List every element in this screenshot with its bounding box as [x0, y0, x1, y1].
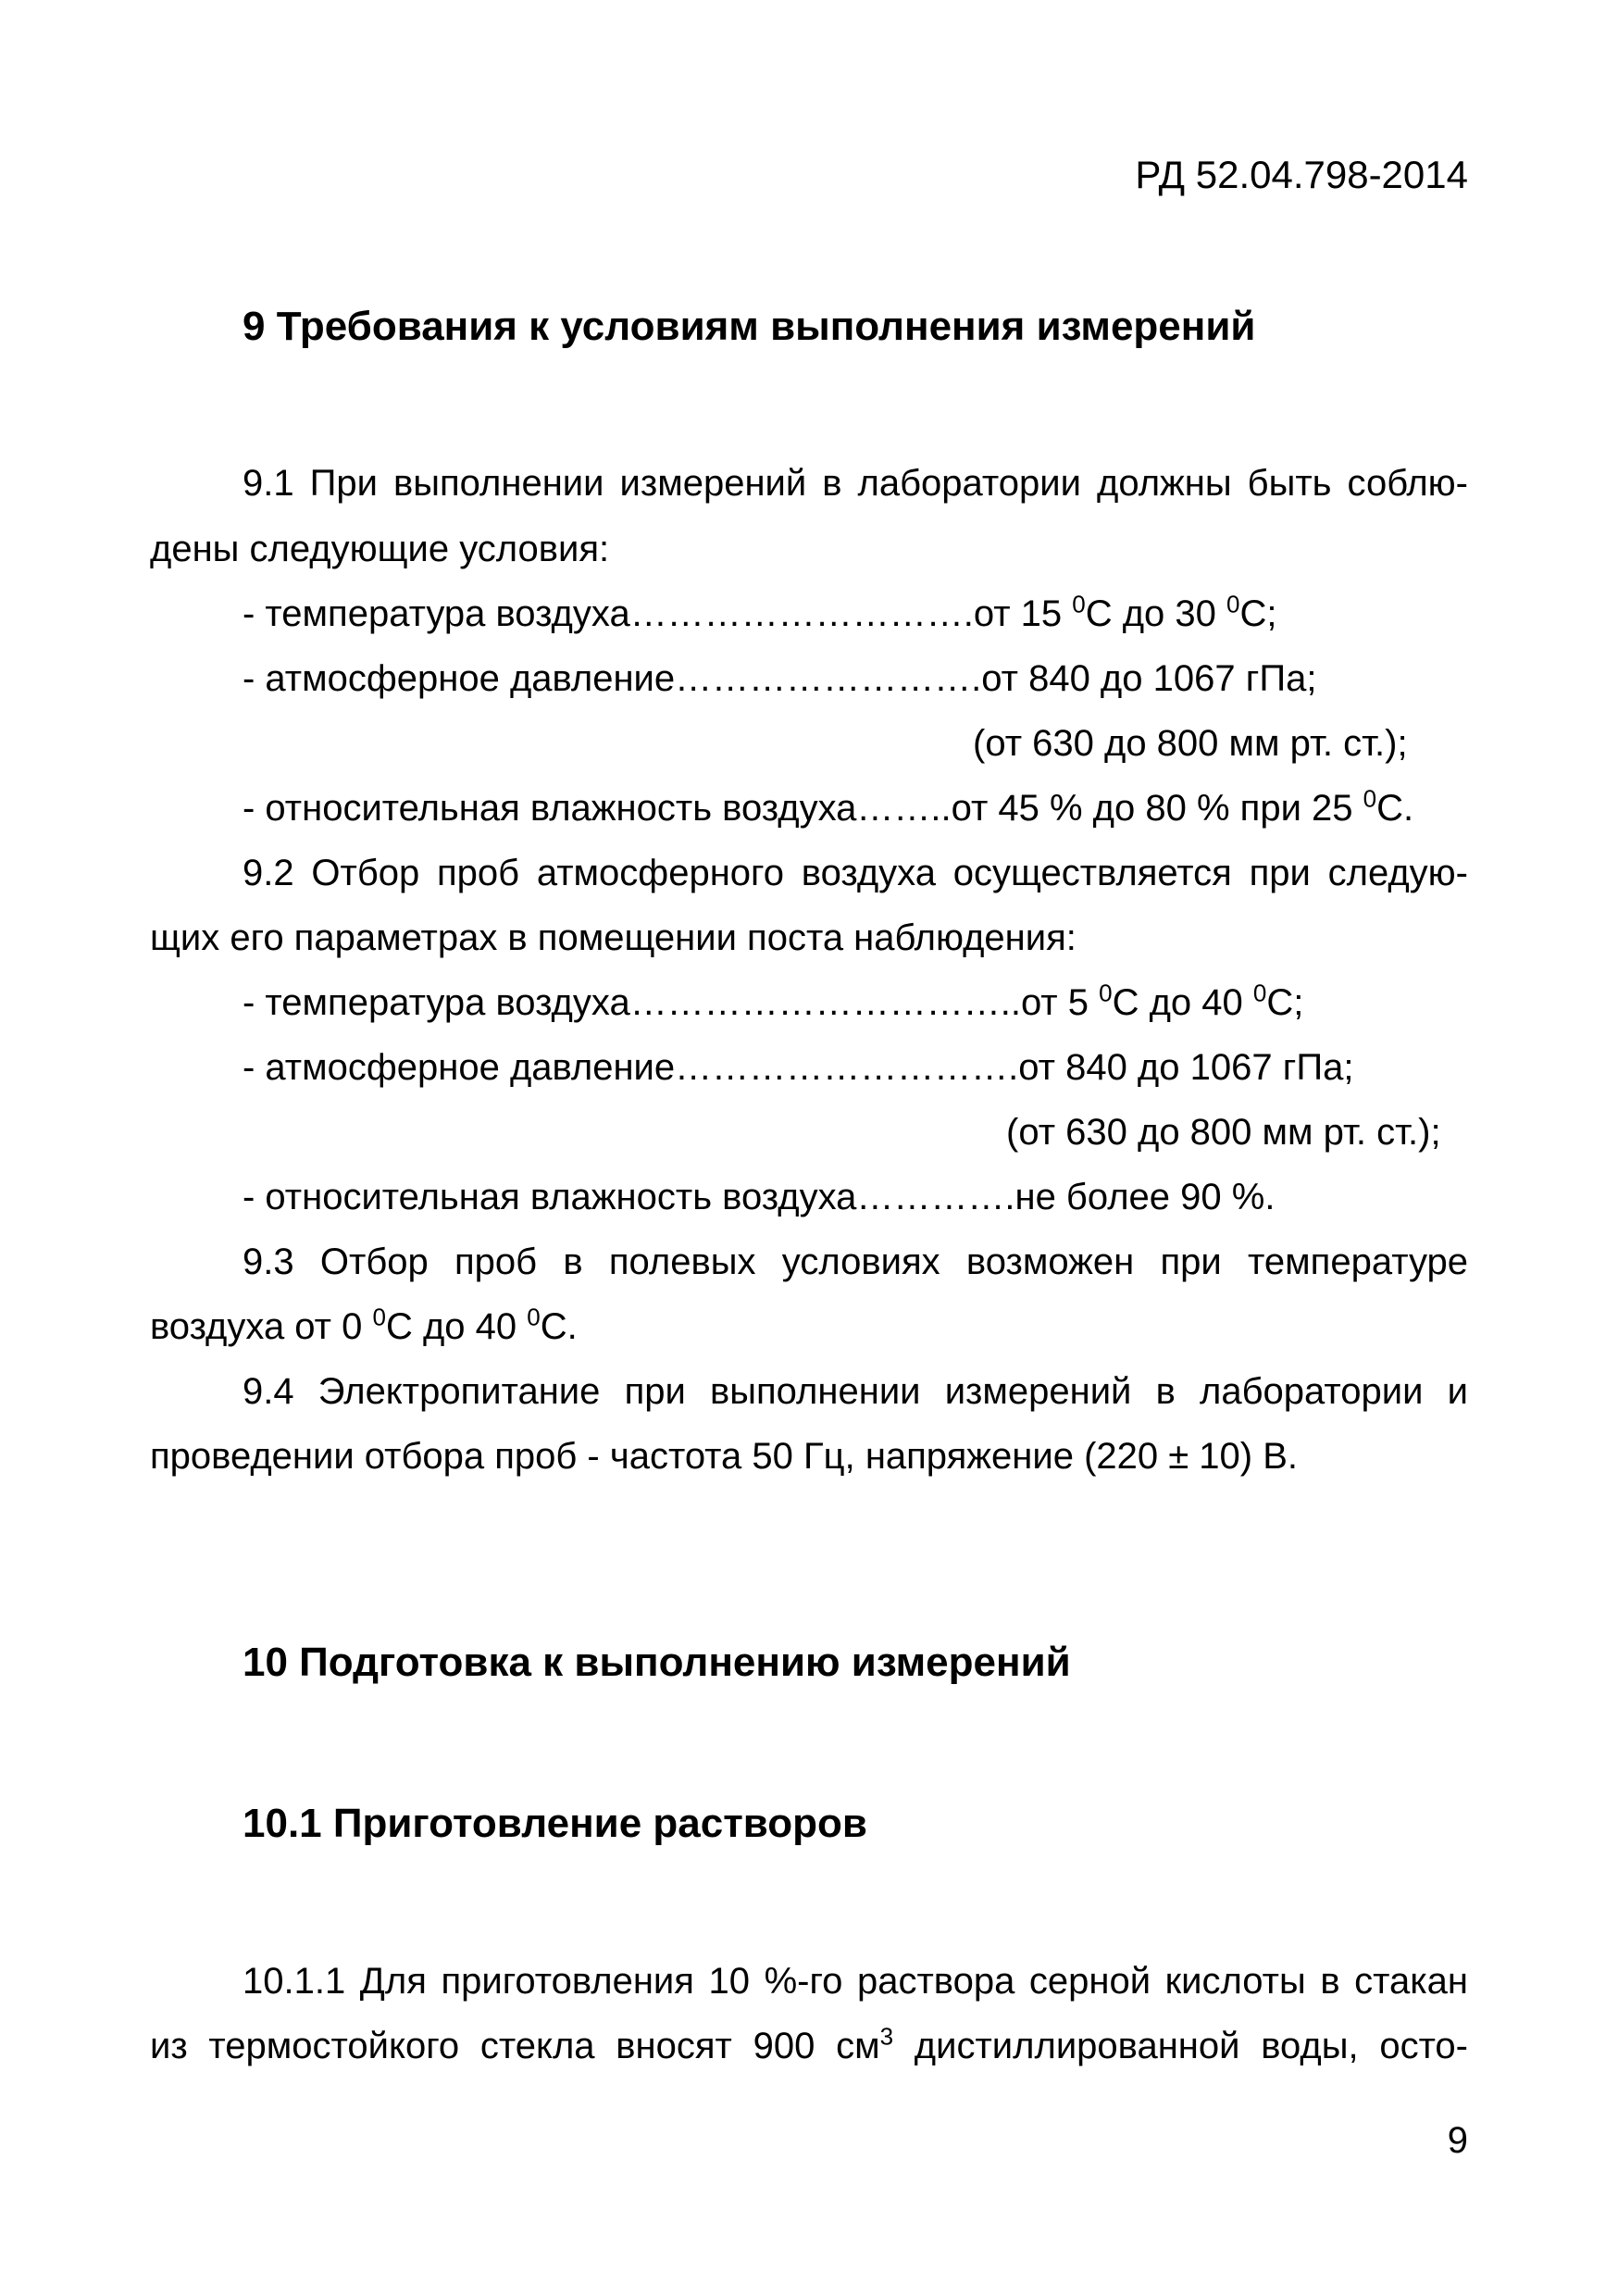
condition-pressure-post: [243, 1049, 1353, 1086]
condition-value: от 45 % до 80 % при 25 $^0$С.: [951, 784, 1414, 829]
condition-label: - относительная влажность воздуха: [243, 788, 857, 829]
condition-humidity-lab: [243, 784, 1414, 829]
condition-temperature-lab: [243, 590, 1277, 634]
leader-dots: …………………….: [675, 658, 982, 699]
leader-dots: ……..: [856, 788, 952, 829]
condition-label: - температура воздуха: [243, 593, 630, 634]
leader-dots: ……………………….: [675, 1047, 1019, 1088]
paragraph-9-3-line-1: 9.3 Отбор проб в полевых условиях возможен при температуре: [243, 1242, 1468, 1282]
paragraph-9-2-line-2: щих его параметрах в помещении поста наблюдения:: [150, 917, 1077, 958]
condition-pressure-post-alt: (от 630 до 800 мм рт. ст.);: [1006, 1112, 1441, 1153]
condition-value: от 15 $^0$С до 30 $^0$С;: [973, 590, 1277, 634]
paragraph-9-3-line-2: воздуха от 0 $^0$С до 40 $^0$С.: [150, 1303, 578, 1347]
subsection-10-1-heading: 10.1 Приготовление растворов: [243, 1801, 867, 1846]
condition-value: не более 90 %.: [1014, 1177, 1276, 1217]
condition-pressure-lab: [243, 660, 1316, 697]
paragraph-10-1-1-line-1: 10.1.1 Для приготовления 10 %-го раствора серной кислоты в стакан: [243, 1961, 1468, 2002]
paragraph-9-2-line-1: 9.2 Отбор проб атмосферного воздуха осуществляется при следую-: [243, 853, 1468, 893]
leader-dots: ………….: [856, 1177, 1015, 1217]
condition-value: от 840 до 1067 гПа;: [981, 658, 1317, 699]
condition-value: от 5 $^0$С до 40 $^0$С;: [1020, 979, 1304, 1023]
paragraph-9-4-line-1: 9.4 Электропитание при выполнении измерений в лаборатории и: [243, 1371, 1468, 1412]
leader-dots: ……………………….: [629, 593, 974, 634]
document-code: РД 52.04.798-2014: [1135, 153, 1468, 196]
condition-label: - относительная влажность воздуха: [243, 1177, 857, 1217]
condition-label: - атмосферное давление: [243, 658, 676, 699]
condition-pressure-lab-alt: (от 630 до 800 мм рт. ст.);: [973, 723, 1408, 764]
paragraph-9-4-line-2: проведении отбора проб - частота 50 Гц, напряжение (220 ± 10) В.: [150, 1436, 1299, 1477]
condition-label: - температура воздуха: [243, 982, 630, 1023]
page-number: 9: [1447, 2120, 1468, 2161]
paragraph-9-1-line-2: дены следующие условия:: [150, 529, 610, 569]
condition-value: от 840 до 1067 гПа;: [1018, 1047, 1354, 1088]
leader-dots: …………………………..: [629, 982, 1021, 1023]
condition-label: - атмосферное давление: [243, 1047, 676, 1088]
paragraph-9-1-line-1: 9.1 При выполнении измерений в лаборатории должны быть соблю-: [243, 463, 1468, 504]
paragraph-10-1-1-line-2: из термостойкого стекла вносят 900 $см^3$ дистиллированной воды, осто-: [150, 2022, 1469, 2066]
section-10-heading: 10 Подготовка к выполнению измерений: [243, 1640, 1071, 1685]
section-9-heading: 9 Требования к условиям выполнения измерений: [243, 304, 1256, 349]
condition-temperature-post: [243, 979, 1304, 1023]
condition-humidity-post: [243, 1179, 1275, 1216]
